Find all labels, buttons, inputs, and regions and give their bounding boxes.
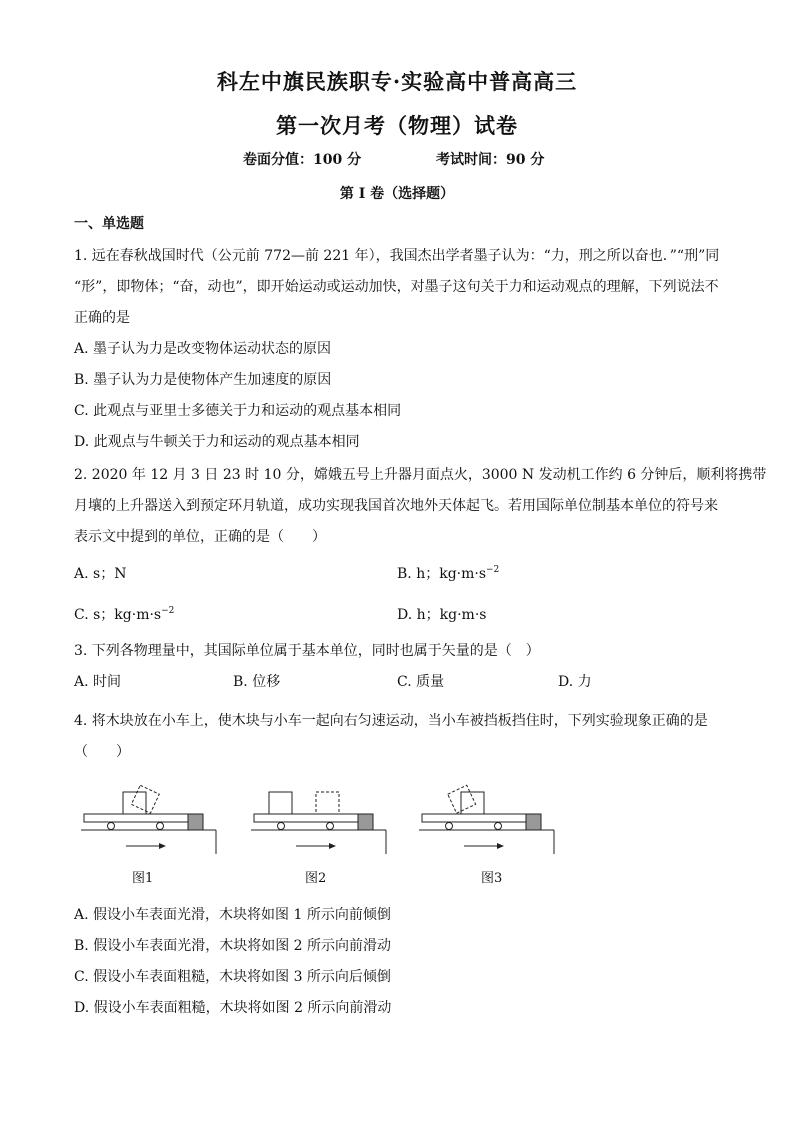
title-line-1: 科左中旗民族职专·实验高中普高高三 bbox=[216, 69, 578, 94]
figure-1-caption: 图1 bbox=[132, 871, 154, 886]
section-title: 第 I 卷（选择题） bbox=[339, 186, 455, 202]
q1-option-d: D. 此观点与牛顿关于力和运动的观点基本相同 bbox=[74, 434, 360, 450]
q4-option-c: C. 假设小车表面粗糙，木块将如图 3 所示向后倾倒 bbox=[74, 969, 391, 985]
q2-stem-line-3: 表示文中提到的单位，正确的是（ ） bbox=[74, 529, 326, 545]
time-info: 考试时间：90 分 bbox=[436, 152, 545, 168]
q1-option-c: C. 此观点与亚里士多德关于力和运动的观点基本相同 bbox=[74, 403, 402, 419]
figure-2-caption: 图2 bbox=[305, 871, 327, 886]
figure-3-cart-block-tipping-back bbox=[418, 783, 563, 858]
q3-option-c: C. 质量 bbox=[397, 674, 445, 690]
title-line-2: 第一次月考（物理）试卷 bbox=[276, 113, 518, 138]
figure-3-caption: 图3 bbox=[481, 871, 503, 886]
q3-option-b: B. 位移 bbox=[233, 674, 281, 690]
q2-option-a: A. s；N bbox=[74, 566, 127, 582]
q3-stem: 3. 下列各物理量中，其国际单位属于基本单位，同时也属于矢量的是（ ） bbox=[74, 643, 540, 659]
q1-stem-line-1: 1. 远在春秋战国时代（公元前 772—前 221 年），我国杰出学者墨子认为：“力，刑之所以奋也．”“刑”同 bbox=[74, 248, 720, 264]
q1-stem-line-3: 正确的是 bbox=[74, 310, 130, 326]
figure-1-cart-block-tipping bbox=[80, 783, 225, 858]
q2-stem-line-1: 2. 2020 年 12 月 3 日 23 时 10 分，嫦娥五号上升器月面点火，3000 N 发动机工作约 6 分钟后，顺利将携带 bbox=[74, 467, 767, 483]
q2-option-b bbox=[397, 563, 499, 583]
q4-stem-line-2: （ ） bbox=[74, 744, 130, 760]
q1-stem-line-2: “形”，即物体；“奋，动也”，即开始运动或运动加快，对墨子这句关于力和运动观点的理解，下列说法不 bbox=[74, 279, 719, 295]
q2-stem-line-2: 月壤的上升器送入到预定环月轨道，成功实现我国首次地外天体起飞。若用国际单位制基本单位的符号来 bbox=[74, 498, 718, 514]
figure-2-cart-block-sliding bbox=[250, 783, 395, 858]
q4-option-d: D. 假设小车表面粗糙，木块将如图 2 所示向前滑动 bbox=[74, 1000, 392, 1016]
q2-option-c-text: C. s；kg·m·s bbox=[74, 607, 162, 623]
q2-option-d: D. h；kg·m·s bbox=[397, 607, 487, 623]
q1-option-a: A. 墨子认为力是改变物体运动状态的原因 bbox=[74, 341, 332, 357]
q1-option-b: B. 墨子认为力是使物体产生加速度的原因 bbox=[74, 372, 332, 388]
q4-option-b: B. 假设小车表面光滑，木块将如图 2 所示向前滑动 bbox=[74, 938, 391, 954]
q4-option-a: A. 假设小车表面光滑，木块将如图 1 所示向前倾倒 bbox=[74, 907, 391, 923]
q2-option-c bbox=[74, 604, 174, 624]
q3-option-a: A. 时间 bbox=[74, 674, 122, 690]
q2-option-b-text: B. h；kg·m·s bbox=[397, 566, 487, 582]
part-heading: 一、单选题 bbox=[74, 216, 144, 232]
q2-option-c-exponent: −2 bbox=[161, 606, 175, 616]
score-info: 卷面分值：100 分 bbox=[243, 152, 362, 168]
q4-stem-line-1: 4. 将木块放在小车上，使木块与小车一起向右匀速运动，当小车被挡板挡住时，下列实验现象正确的是 bbox=[74, 713, 708, 729]
q3-option-d: D. 力 bbox=[558, 674, 592, 690]
q2-option-b-exponent: −2 bbox=[486, 565, 500, 575]
